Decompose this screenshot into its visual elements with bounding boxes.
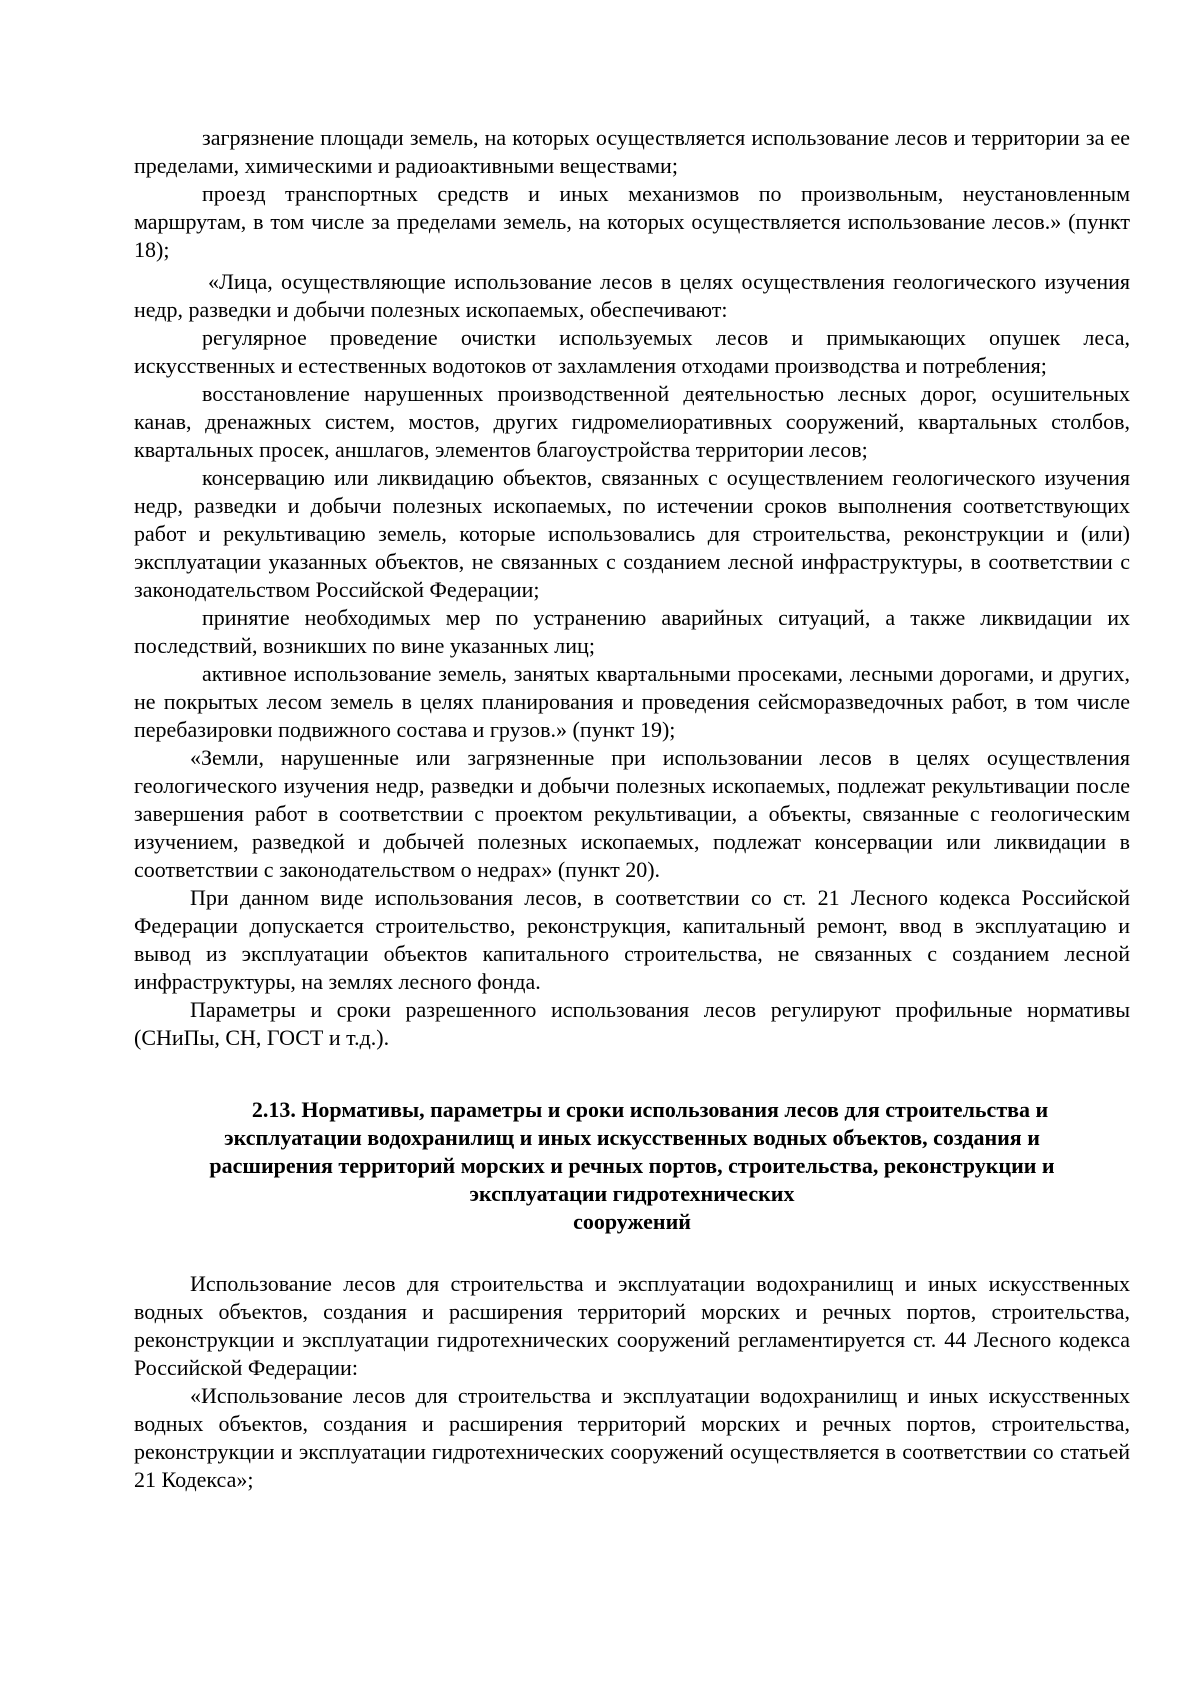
section-heading-line-3: расширения территорий морских и речных портов, строительства, реконструкции и [209, 1153, 1055, 1178]
paragraph-active-land-use: активное использование земель, занятых квартальными просеками, лесными дорогами, и других, не покрытых лесом земель в целях планирования и проведения сейсморазведочных работ, в том числе перебазировки подвижного состава и грузов.» (пункт 19); [134, 661, 1130, 742]
paragraph-article-44-quote: «Использование лесов для строительства и эксплуатации водохранилищ и иных искусственных водных объектов, создания и расширения территорий морских и речных портов, строительства, реконструкции и эксплуатации гидротехнических сооружений осуществляется в соответствии со статьей 21 Кодекса»; [134, 1383, 1130, 1492]
section-heading-line-4: эксплуатации гидротехнических [469, 1181, 795, 1206]
paragraph-article-44-intro: Использование лесов для строительства и эксплуатации водохранилищ и иных искусственных водных объектов, создания и расширения территорий морских и речных портов, строительства, реконструкции и эксплуатации гидротехнических сооружений регламентируется ст. 44 Лесного кодекса Российской Федерации: [134, 1271, 1130, 1380]
page-content [134, 124, 1130, 1494]
paragraph-persons-obligations: «Лица, осуществляющие использование лесов в целях осуществления геологического изучения недр, разведки и добычи полезных ископаемых, обеспечивают: [134, 269, 1130, 322]
paragraph-parameters-regulation: Параметры и сроки разрешенного использования лесов регулируют профильные нормативы (СНиПы, СН, ГОСТ и т.д.). [134, 997, 1130, 1050]
section-heading-line-2: эксплуатации водохранилищ и иных искусственных водных объектов, создания и [224, 1125, 1040, 1150]
paragraph-land-reclamation: «Земли, нарушенные или загрязненные при использовании лесов в целях осуществления геологического изучения недр, разведки и добычи полезных ископаемых, подлежат рекультивации после завершения работ в соответствии с проектом рекультивации, а объекты, связанные с геологическим изучением, разведкой и добычей полезных ископаемых, подлежат консервации или ликвидации в соответствии с законодательством о недрах» (пункт 20). [134, 745, 1130, 882]
paragraph-emergency-measures: принятие необходимых мер по устранению аварийных ситуаций, а также ликвидации их последствий, возникших по вине указанных лиц; [134, 605, 1130, 658]
paragraph-construction-allowed: При данном виде использования лесов, в соответствии со ст. 21 Лесного кодекса Российской Федерации допускается строительство, реконструкция, капитальный ремонт, ввод в эксплуатацию и вывод из эксплуатации объектов капитального строительства, не связанных с созданием лесной инфраструктуры, на землях лесного фонда. [134, 885, 1130, 994]
section-heading-line-5: сооружений [573, 1209, 691, 1234]
paragraph-soil-contamination: загрязнение площади земель, на которых осуществляется использование лесов и территории за ее пределами, химическими и радиоактивными веществами; [134, 125, 1130, 178]
paragraph-regular-cleaning: регулярное проведение очистки используемых лесов и примыкающих опушек леса, искусственных и естественных водотоков от захламления отходами производства и потребления; [134, 325, 1130, 378]
paragraph-vehicle-passage: проезд транспортных средств и иных механизмов по произвольным, неустановленным маршрутам, в том числе за пределами земель, на которых осуществляется использование лесов.» (пункт 18); [134, 181, 1130, 262]
heading-spacer [134, 1236, 1130, 1270]
paragraph-restoration: восстановление нарушенных производственной деятельностью лесных дорог, осушительных канав, дренажных систем, мостов, других гидромелиоративных сооружений, квартальных столбов, квартальных просек, аншлагов, элементов благоустройства территории лесов; [134, 381, 1130, 462]
section-heading-line-1: 2.13. Нормативы, параметры и сроки использования лесов для строительства и [251, 1097, 1049, 1122]
paragraph-conservation-liquidation: консервацию или ликвидацию объектов, связанных с осуществлением геологического изучения недр, разведки и добычи полезных ископаемых, по истечении сроков выполнения соответствующих работ и рекультивацию земель, которые использовались для строительства, реконструкции и (или) эксплуатации указанных объектов, не связанных с созданием лесной инфраструктуры, в соответствии с законодательством Российской Федерации; [134, 465, 1130, 602]
section-heading [134, 1096, 1130, 1236]
